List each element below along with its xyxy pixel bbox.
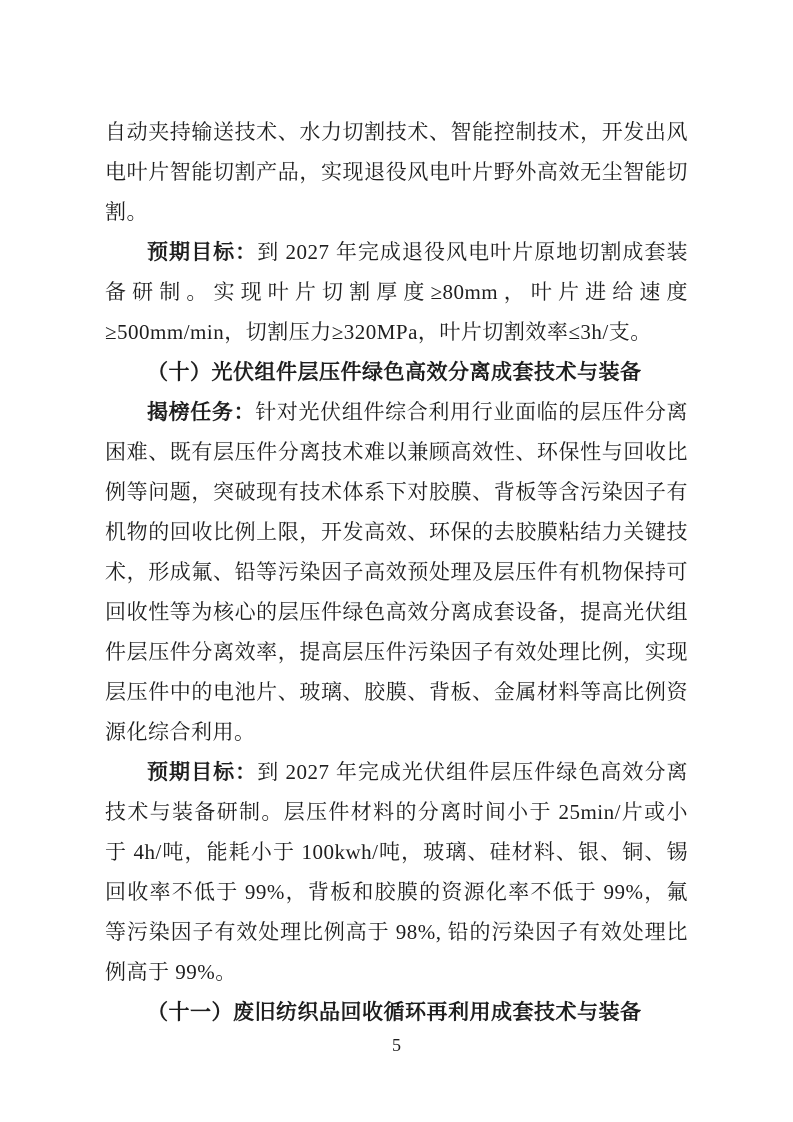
paragraph-challenge-task-pv-laminate	[105, 392, 688, 752]
paragraph-expected-goal-pv-laminate	[105, 752, 688, 992]
page-number: 5	[392, 1035, 401, 1055]
heading-text: （十一）废旧纺织品回收循环再利用成套技术与装备	[147, 1000, 642, 1024]
expected-goal-label: 预期目标：	[147, 240, 258, 264]
section-heading-11-waste-textile	[105, 992, 688, 1032]
expected-goal-label: 预期目标：	[147, 760, 258, 784]
page-footer	[0, 1034, 793, 1056]
paragraph-wind-blade-task-continuation	[105, 112, 688, 232]
section-heading-10-pv-laminate	[105, 352, 688, 392]
heading-text: （十）光伏组件层压件绿色高效分离成套技术与装备	[147, 360, 642, 384]
paragraph-expected-goal-wind-blade	[105, 232, 688, 352]
document-content	[105, 112, 688, 1032]
paragraph-text: 到 2027 年完成光伏组件层压件绿色高效分离技术与装备研制。层压件材料的分离时间小于 25min/片或小于 4h/吨，能耗小于 100kwh/吨，玻璃、硅材料、银、铜、锡回收率不低于 99%，背板和胶膜的资源化率不低于 99%，氟等污染因子有效处理比例高于 98%, 铅的污染因子有效处理比例高于 99%。	[105, 760, 688, 984]
paragraph-text: 到 2027 年完成退役风电叶片原地切割成套装备研制。实现叶片切割厚度≥80mm，叶片进给速度≥500mm/min，切割压力≥320MPa，叶片切割效率≤3h/支。	[105, 240, 688, 344]
challenge-task-label: 揭榜任务：	[147, 400, 256, 424]
paragraph-text: 自动夹持输送技术、水力切割技术、智能控制技术，开发出风电叶片智能切割产品，实现退役风电叶片野外高效无尘智能切割。	[105, 120, 688, 224]
paragraph-text: 针对光伏组件综合利用行业面临的层压件分离困难、既有层压件分离技术难以兼顾高效性、环保性与回收比例等问题，突破现有技术体系下对胶膜、背板等含污染因子有机物的回收比例上限，开发高效、环保的去胶膜粘结力关键技术，形成氟、铅等污染因子高效预处理及层压件有机物保持可回收性等为核心的层压件绿色高效分离成套设备，提高光伏组件层压件分离效率，提高层压件污染因子有效处理比例，实现层压件中的电池片、玻璃、胶膜、背板、金属材料等高比例资源化综合利用。	[105, 400, 689, 744]
